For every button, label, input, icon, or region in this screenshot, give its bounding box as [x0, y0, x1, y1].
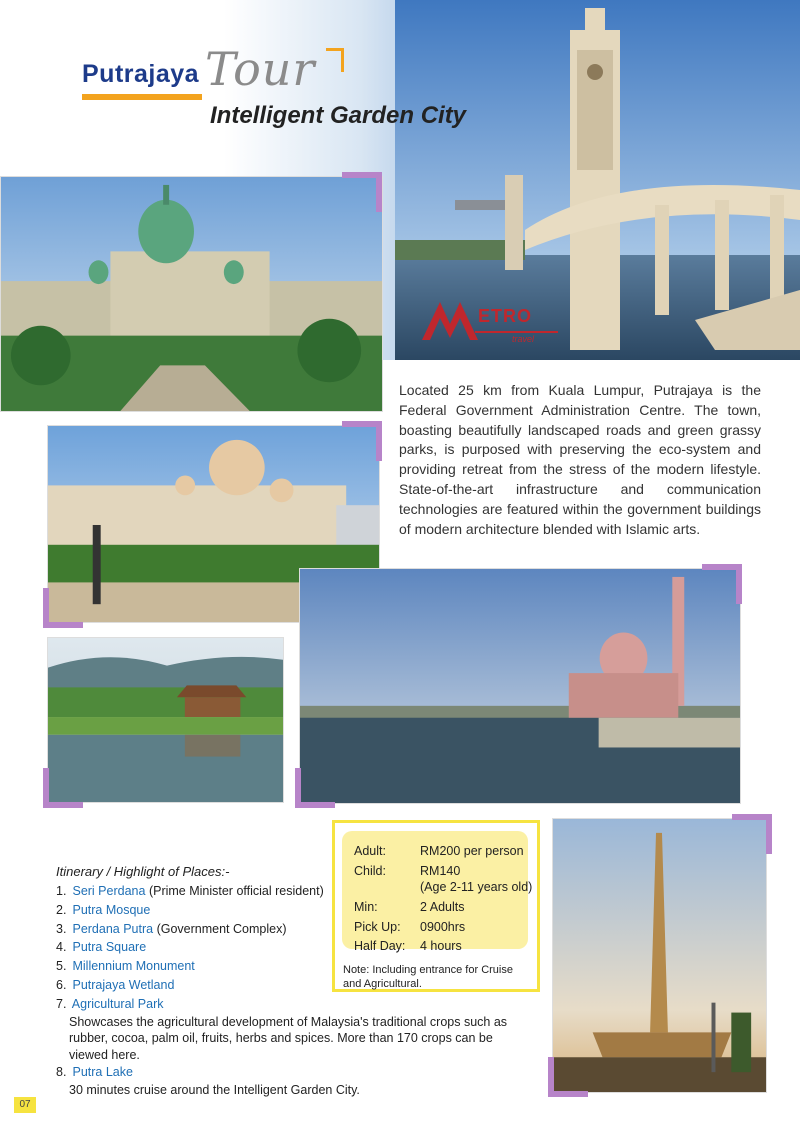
corner-tab-decoration [295, 768, 335, 808]
child-value: RM140 [420, 864, 461, 878]
list-item [56, 976, 526, 995]
list-item [56, 938, 526, 957]
corner-tab-decoration [342, 172, 382, 212]
place-name: Seri Perdana [72, 884, 146, 898]
child-label: Child: [354, 864, 386, 878]
item-number: 6. [56, 977, 67, 992]
list-item [56, 920, 526, 939]
list-item [56, 882, 526, 901]
metro-logo-tagline: travel [512, 334, 535, 344]
halfday-value: 4 hours [420, 939, 462, 953]
corner-tab-decoration [548, 1057, 588, 1097]
page-number: 07 [14, 1097, 36, 1113]
item-number: 7. [56, 996, 67, 1011]
title-bracket-decoration [326, 48, 344, 72]
intro-paragraph: Located 25 km from Kuala Lumpur, Putrajaya is the Federal Government Administration Centre. The town, boasting beautifully landscaped roads and green grassy parks, is purposed with preserving the eco-system and providing retreat from the stress of the modern lifestyle. State-of-the-art infrastructure and communication technologies are featured within the government buildings of modern architecture blended with Islamic arts. [399, 382, 761, 537]
item-number: 1. [56, 884, 67, 898]
child-age-value: (Age 2-11 years old) [420, 880, 533, 894]
corner-tab-decoration [43, 588, 83, 628]
halfday-label: Half Day: [354, 939, 406, 953]
place-name: Agricultural Park [71, 996, 164, 1011]
metro-travel-logo [420, 296, 560, 351]
title-underline [82, 94, 202, 100]
place-name: Putra Lake [72, 1065, 133, 1080]
item-number: 5. [56, 959, 67, 974]
list-item [56, 1063, 526, 1098]
itinerary-list [56, 882, 526, 1098]
corner-tab-decoration [732, 814, 772, 854]
photo-perdana-putra [0, 176, 383, 412]
place-name: Putra Square [72, 940, 147, 955]
min-value: 2 Adults [420, 900, 465, 914]
list-item [56, 957, 526, 976]
photo-millennium-monument [552, 818, 767, 1093]
item-number: 2. [56, 902, 67, 917]
corner-tab-decoration [342, 421, 382, 461]
list-item [56, 995, 526, 1063]
pickup-value: 0900hrs [420, 920, 466, 934]
adult-label: Adult: [354, 844, 386, 858]
place-note: (Prime Minister official resident) [148, 884, 324, 898]
place-description: Showcases the agricultural development of Malaysia's traditional crops such as rubber, cocoa, palm oil, fruits, herbs and spices. More than 170 crops can be viewed here. [69, 1014, 508, 1062]
photo-putra-mosque [299, 568, 741, 804]
pickup-label: Pick Up: [354, 920, 401, 934]
list-item [56, 901, 526, 920]
title-script-word: Tour [205, 42, 316, 96]
place-name: Putra Mosque [72, 902, 151, 917]
place-name: Perdana Putra [72, 921, 154, 936]
pricing-note: Note: Including entrance for Cruise and Agricultural. [343, 964, 513, 990]
place-name: Millennium Monument [72, 959, 195, 974]
corner-tab-decoration [43, 768, 83, 808]
title-brand: Putrajaya [82, 60, 200, 88]
itinerary-heading: Itinerary / Highlight of Places:- [56, 864, 230, 879]
item-number: 8. [56, 1065, 67, 1080]
place-description: 30 minutes cruise around the Intelligent Garden City. [69, 1082, 360, 1097]
metro-logo-text: ETRO [478, 306, 533, 326]
item-number: 4. [56, 940, 67, 955]
place-name: Putrajaya Wetland [72, 977, 175, 992]
min-label: Min: [354, 900, 378, 914]
adult-value: RM200 per person [420, 844, 524, 858]
corner-tab-decoration [702, 564, 742, 604]
item-number: 3. [56, 921, 67, 936]
title-subtitle: Intelligent Garden City [210, 102, 467, 129]
place-note: (Government Complex) [156, 921, 287, 936]
